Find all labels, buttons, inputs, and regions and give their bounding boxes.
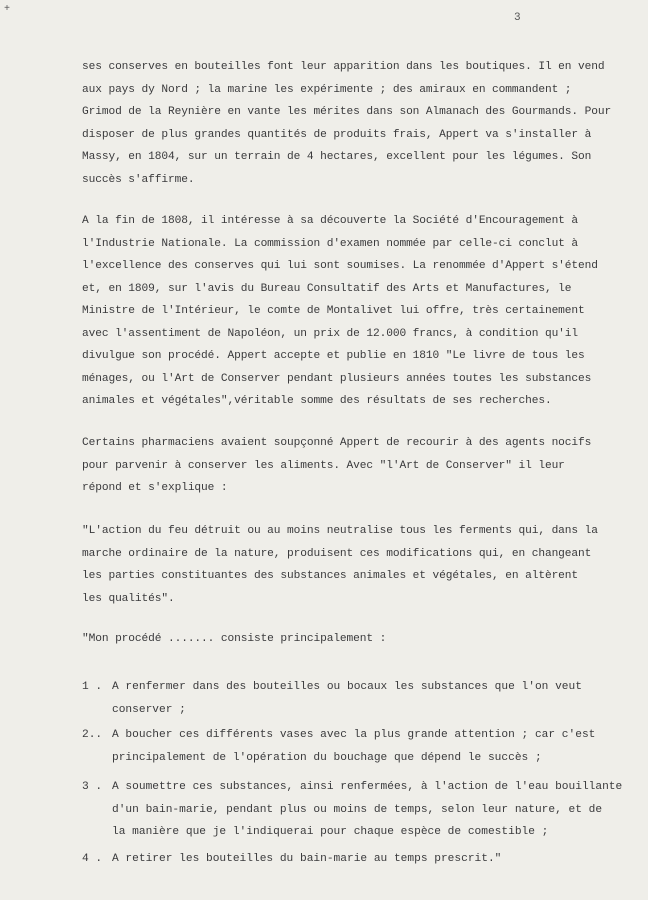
text-line: "Mon procédé ....... consiste principalement : [82,633,387,645]
text-line: A boucher ces différents vases avec la plus grande attention ; car c'est [112,729,596,741]
text-line: A retirer les bouteilles du bain-marie au temps prescrit." [112,853,502,865]
text-line: marche ordinaire de la nature, produisent ces modifications qui, en changeant [82,547,592,560]
text-line: la manière que je l'indiquerai pour chaque espèce de comestible ; [112,826,549,838]
text-line: ses conserves en bouteilles font leur apparition dans les boutiques. Il en vend [82,61,605,73]
text-line: l'excellence des conserves qui lui sont soumises. La renommée d'Appert s'étend [82,260,598,272]
text-line: l'Industrie Nationale. La commission d'examen nommée par celle-ci conclut à [82,237,579,250]
list-item-number: 1 . [82,681,103,693]
text-line: conserver ; [112,703,186,716]
quote-paragraph [82,520,630,610]
text-line: animales et végétales",véritable somme des résultats de ses recherches. [82,395,552,407]
text-line: Grimod de la Reynière en vante les mérites dans son Almanach des Gourmands. Pour [82,106,612,118]
list-item-number: 4 . [82,853,103,865]
text-line: divulgue son procédé. Appert accepte et publie en 1810 "Le livre de tous les [82,350,585,362]
paragraph-1 [82,56,630,191]
text-line: Ministre de l'Intérieur, le comte de Montalivet lui offre, très certainement [82,305,585,317]
text-line: aux pays dy Nord ; la marine les expérimente ; des amiraux en commandent ; [82,83,572,96]
list-item-number: 2.. [82,729,103,741]
list-item-number: 3 . [82,781,103,793]
text-line: les parties constituantes des substances animales et végétales, en altèrent [82,570,579,582]
text-line: A la fin de 1808, il intéresse à sa découverte la Société d'Encouragement à [82,215,579,227]
text-line: répond et s'explique : [82,482,228,494]
procedure-intro [82,628,630,651]
text-line: disposer de plus grandes quantités de produits frais, Appert va s'installer à [82,128,592,141]
text-line: principalement de l'opération du bouchage que dépend le succès ; [112,751,542,764]
text-line: Certains pharmaciens avaient soupçonné Appert de recourir à des agents nocifs [82,437,592,449]
paragraph-3 [82,432,630,500]
paragraph-2 [82,210,630,413]
text-line: succès s'affirme. [82,173,195,186]
text-line: A renfermer dans des bouteilles ou bocaux les substances que l'on veut [112,681,582,693]
text-line: Massy, en 1804, sur un terrain de 4 hectares, excellent pour les légumes. Son [82,151,592,163]
text-line: et, en 1809, sur l'avis du Bureau Consultatif des Arts et Manufactures, le [82,282,572,295]
text-line: d'un bain-marie, pendant plus ou moins de temps, selon leur nature, et de [112,803,603,816]
text-line: ménages, ou l'Art de Conserver pendant plusieurs années toutes les substances [82,372,592,385]
text-line: "L'action du feu détruit ou au moins neutralise tous les ferments qui, dans la [82,525,598,537]
text-line: A soumettre ces substances, ainsi renfermées, à l'action de l'eau bouillante [112,781,623,793]
corner-mark: + [4,4,11,15]
text-line: les qualités". [82,592,175,605]
text-line: pour parvenir à conserver les aliments. Avec "l'Art de Conserver" il leur [82,459,565,472]
text-line: avec l'assentiment de Napoléon, un prix de 12.000 francs, à condition qu'il [82,327,579,340]
page-number: 3 [514,12,521,24]
